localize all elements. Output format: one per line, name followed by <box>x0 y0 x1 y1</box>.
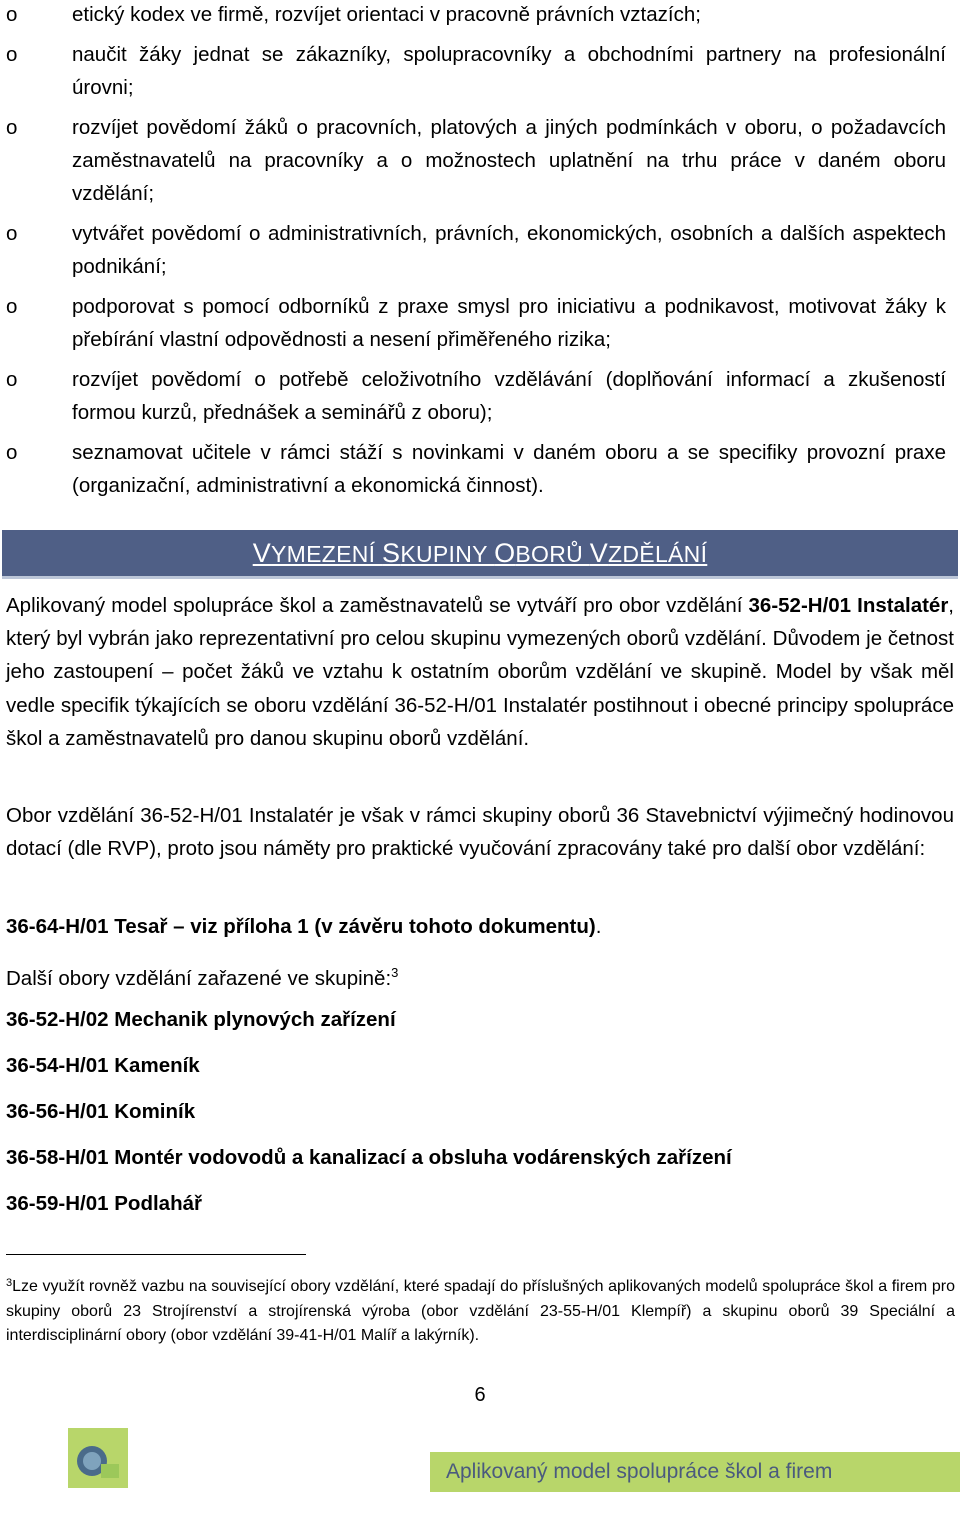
field-code-item: 36-58-H/01 Montér vodovodů a kanalizací a obsluha vodárenských zařízení <box>6 1146 732 1169</box>
bullet-marker: o <box>6 3 18 26</box>
list-item: o naučit žáky jednat se zákazníky, spolupracovníky a obchodními partnery na profesionální úrovni; <box>0 38 960 104</box>
bullet-list <box>0 0 960 502</box>
annex-reference: 36-64-H/01 Tesař – viz příloha 1 (v závěru tohoto dokumentu). <box>6 915 602 938</box>
field-code-item: 36-52-H/02 Mechanik plynových zařízení <box>6 1008 396 1031</box>
list-item: o rozvíjet povědomí o potřebě celoživotního vzdělávání (doplňování informací a zkušeností formou kurzů, přednášek a seminářů z oboru); <box>0 363 960 429</box>
list-item: o etický kodex ve firmě, rozvíjet orientaci v pracovně právních vztazích; <box>0 0 960 31</box>
other-fields-label: Další obory vzdělání zařazené ve skupině:$^3$ <box>6 965 399 990</box>
circle-logo-icon <box>68 1428 128 1488</box>
section-heading: VYMEZENÍ SKUPINY OBORŮ VZDĚLÁNÍ <box>252 538 708 568</box>
footnote: $^3$Lze využít rovněž vazbu na související obory vzdělání, které spadají do příslušných aplikovaných modelů spolupráce škol a firem pro skupiny oborů 23 Strojírenství a strojírenská výroba (obor vzdělání 23-55-H/01 Klempíř) a skupinu oborů 39 Speciální a interdisciplinární obory (obor vzdělání 39-41-H/01 Malíř a lakýrník). <box>6 1277 955 1344</box>
bullet-marker: o <box>6 222 18 245</box>
list-item: o seznamovat učitele v rámci stáží s novinkami v daném oboru a se specifiky provozní praxe (organizační, administrativní a ekonomická činnost). <box>0 436 960 502</box>
bullet-marker: o <box>6 43 18 66</box>
list-item: o rozvíjet povědomí žáků o pracovních, platových a jiných podmínkách v oboru, o požadavcích zaměstnavatelů na pracovníky a o možnostech uplatnění na trhu práce v daném oboru vzdělání; <box>0 111 960 210</box>
bullet-marker: o <box>6 368 18 391</box>
footnote-reference: 3 <box>391 965 399 980</box>
footer-band-text: Aplikovaný model spolupráce škol a firem <box>446 1460 833 1483</box>
list-item: o podporovat s pomocí odborníků z praxe smysl pro iniciativu a podnikavost, motivovat žáky k přebírání vlastní odpovědnosti a nesení přiměřeného rizika; <box>0 290 960 356</box>
bullet-marker: o <box>6 116 18 139</box>
bullet-marker: o <box>6 295 18 318</box>
field-code-item: 36-54-H/01 Kameník <box>6 1054 200 1077</box>
field-code-item: 36-59-H/01 Podlahář <box>6 1192 202 1215</box>
paragraph-instalater: Obor vzdělání 36-52-H/01 Instalatér je však v rámci skupiny oborů 36 Stavebnictví výjimečný hodinovou dotací (dle RVP), proto jsou náměty pro praktické vyučování zpracovány také pro další obor vzdělání: <box>6 804 954 861</box>
list-item: o vytvářet povědomí o administrativních, právních, ekonomických, osobních a dalších aspektech podnikání; <box>0 217 960 283</box>
paragraph-intro: Aplikovaný model spolupráce škol a zaměstnavatelů se vytváří pro obor vzdělání 36-52-H/01 Instalatér, který byl vybrán jako reprezentativní pro celou skupinu vymezených oborů vzdělání. Důvodem je četnost jeho zastoupení – počet žáků ve vztahu k ostatním oborům vzdělání ve skupině. Model by však měl vedle specifik týkajících se oboru vzdělání 36-52-H/01 Instalatér postihnout i obecné principy spolupráce škol a zaměstnavatelů pro danou skupinu oborů vzdělání. <box>6 594 954 750</box>
bullet-marker: o <box>6 441 18 464</box>
field-code-item: 36-56-H/01 Kominík <box>6 1100 196 1123</box>
footnote-separator <box>6 1254 306 1255</box>
page-number: 6 <box>474 1384 486 1406</box>
